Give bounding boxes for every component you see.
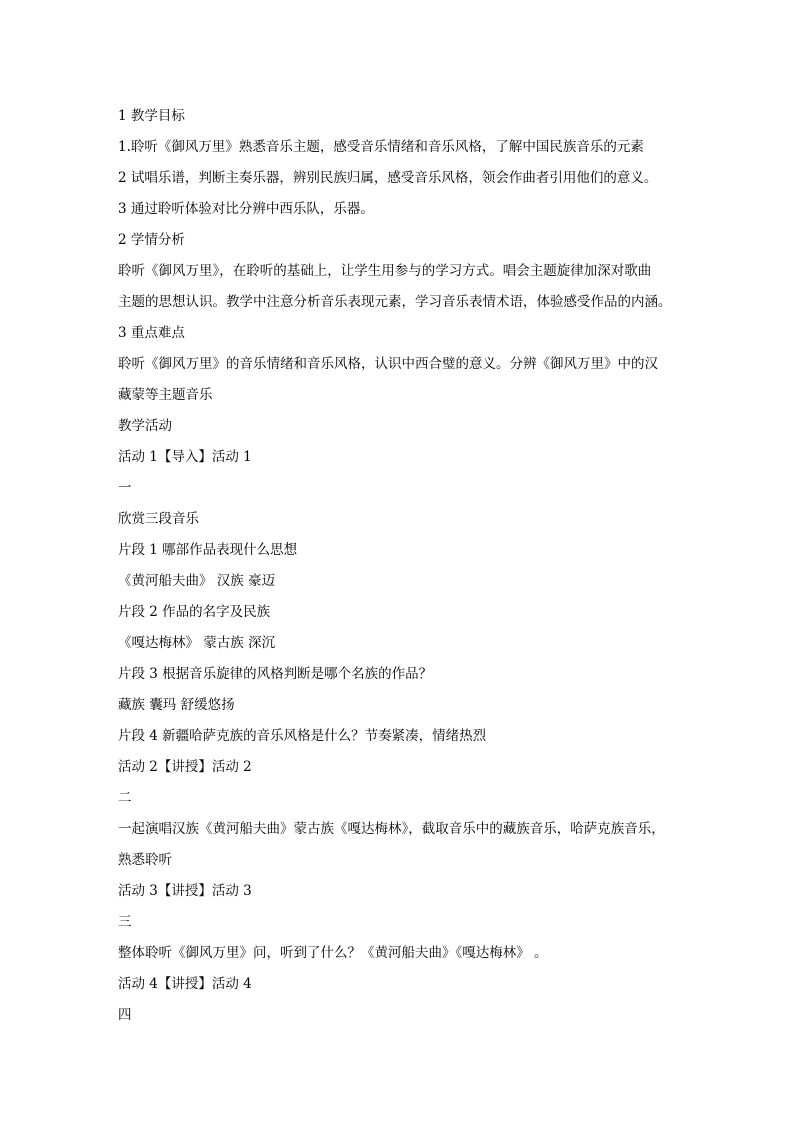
activity-heading-2: 活动 2【讲授】活动 2 bbox=[118, 759, 252, 775]
document-body bbox=[118, 101, 683, 1031]
goal-item-1: 1.聆听《御风万里》熟悉音乐主题，感受音乐情绪和音乐风格，了解中国民族音乐的元素 bbox=[118, 139, 644, 155]
step-number-2: 二 bbox=[118, 790, 132, 806]
section-heading-teaching-activities: 教学活动 bbox=[118, 418, 172, 434]
paragraph-line: 主题的思想认识。教学中注意分析音乐表现元素，学习音乐表情术语，体验感受作品的内涵。 bbox=[118, 294, 672, 310]
text-line: 片段 3 根据音乐旋律的风格判断是哪个名族的作品？ bbox=[118, 666, 433, 682]
section-heading-teaching-goals: 1 教学目标 bbox=[118, 108, 185, 124]
goal-item-3: 3 通过聆听体验对比分辨中西乐队，乐器。 bbox=[118, 201, 374, 217]
paragraph-line: 藏蒙等主题音乐 bbox=[118, 387, 213, 403]
step-number-4: 四 bbox=[118, 1007, 132, 1023]
section-heading-student-analysis: 2 学情分析 bbox=[118, 232, 185, 248]
text-line: 片段 4 新疆哈萨克族的音乐风格是什么？节奏紧凑，情绪热烈 bbox=[118, 728, 487, 744]
activity-heading-3: 活动 3【讲授】活动 3 bbox=[118, 883, 252, 899]
text-line: 藏族 囊玛 舒缓悠扬 bbox=[118, 697, 235, 713]
text-line: 《黄河船夫曲》 汉族 豪迈 bbox=[118, 573, 276, 589]
text-line: 片段 1 哪部作品表现什么思想 bbox=[118, 542, 298, 558]
text-line: 欣赏三段音乐 bbox=[118, 511, 199, 527]
paragraph-line: 聆听《御风万里》的音乐情绪和音乐风格，认识中西合璧的意义。分辨《御风万里》中的汉 bbox=[118, 356, 658, 372]
paragraph-line: 聆听《御风万里》，在聆听的基础上，让学生用参与的学习方式。唱会主题旋律加深对歌曲 bbox=[118, 263, 652, 279]
step-number-1: 一 bbox=[118, 480, 132, 496]
text-line: 片段 2 作品的名字及民族 bbox=[118, 604, 271, 620]
activity-heading-1: 活动 1【导入】活动 1 bbox=[118, 449, 252, 465]
goal-item-2: 2 试唱乐谱，判断主奏乐器，辨别民族归属，感受音乐风格，领会作曲者引用他们的意义。 bbox=[118, 170, 658, 186]
text-line: 整体聆听《御风万里》问，听到了什么？《黄河船夫曲》《嘎达梅林》 。 bbox=[118, 945, 548, 961]
activity-heading-4: 活动 4【讲授】活动 4 bbox=[118, 976, 252, 992]
text-line: 《嘎达梅林》 蒙古族 深沉 bbox=[118, 635, 276, 651]
text-line: 熟悉聆听 bbox=[118, 852, 172, 868]
text-line: 一起演唱汉族《黄河船夫曲》蒙古族《嘎达梅林》，截取音乐中的藏族音乐，哈萨克族音乐， bbox=[118, 821, 665, 837]
step-number-3: 三 bbox=[118, 914, 132, 930]
section-heading-key-difficulties: 3 重点难点 bbox=[118, 325, 185, 341]
